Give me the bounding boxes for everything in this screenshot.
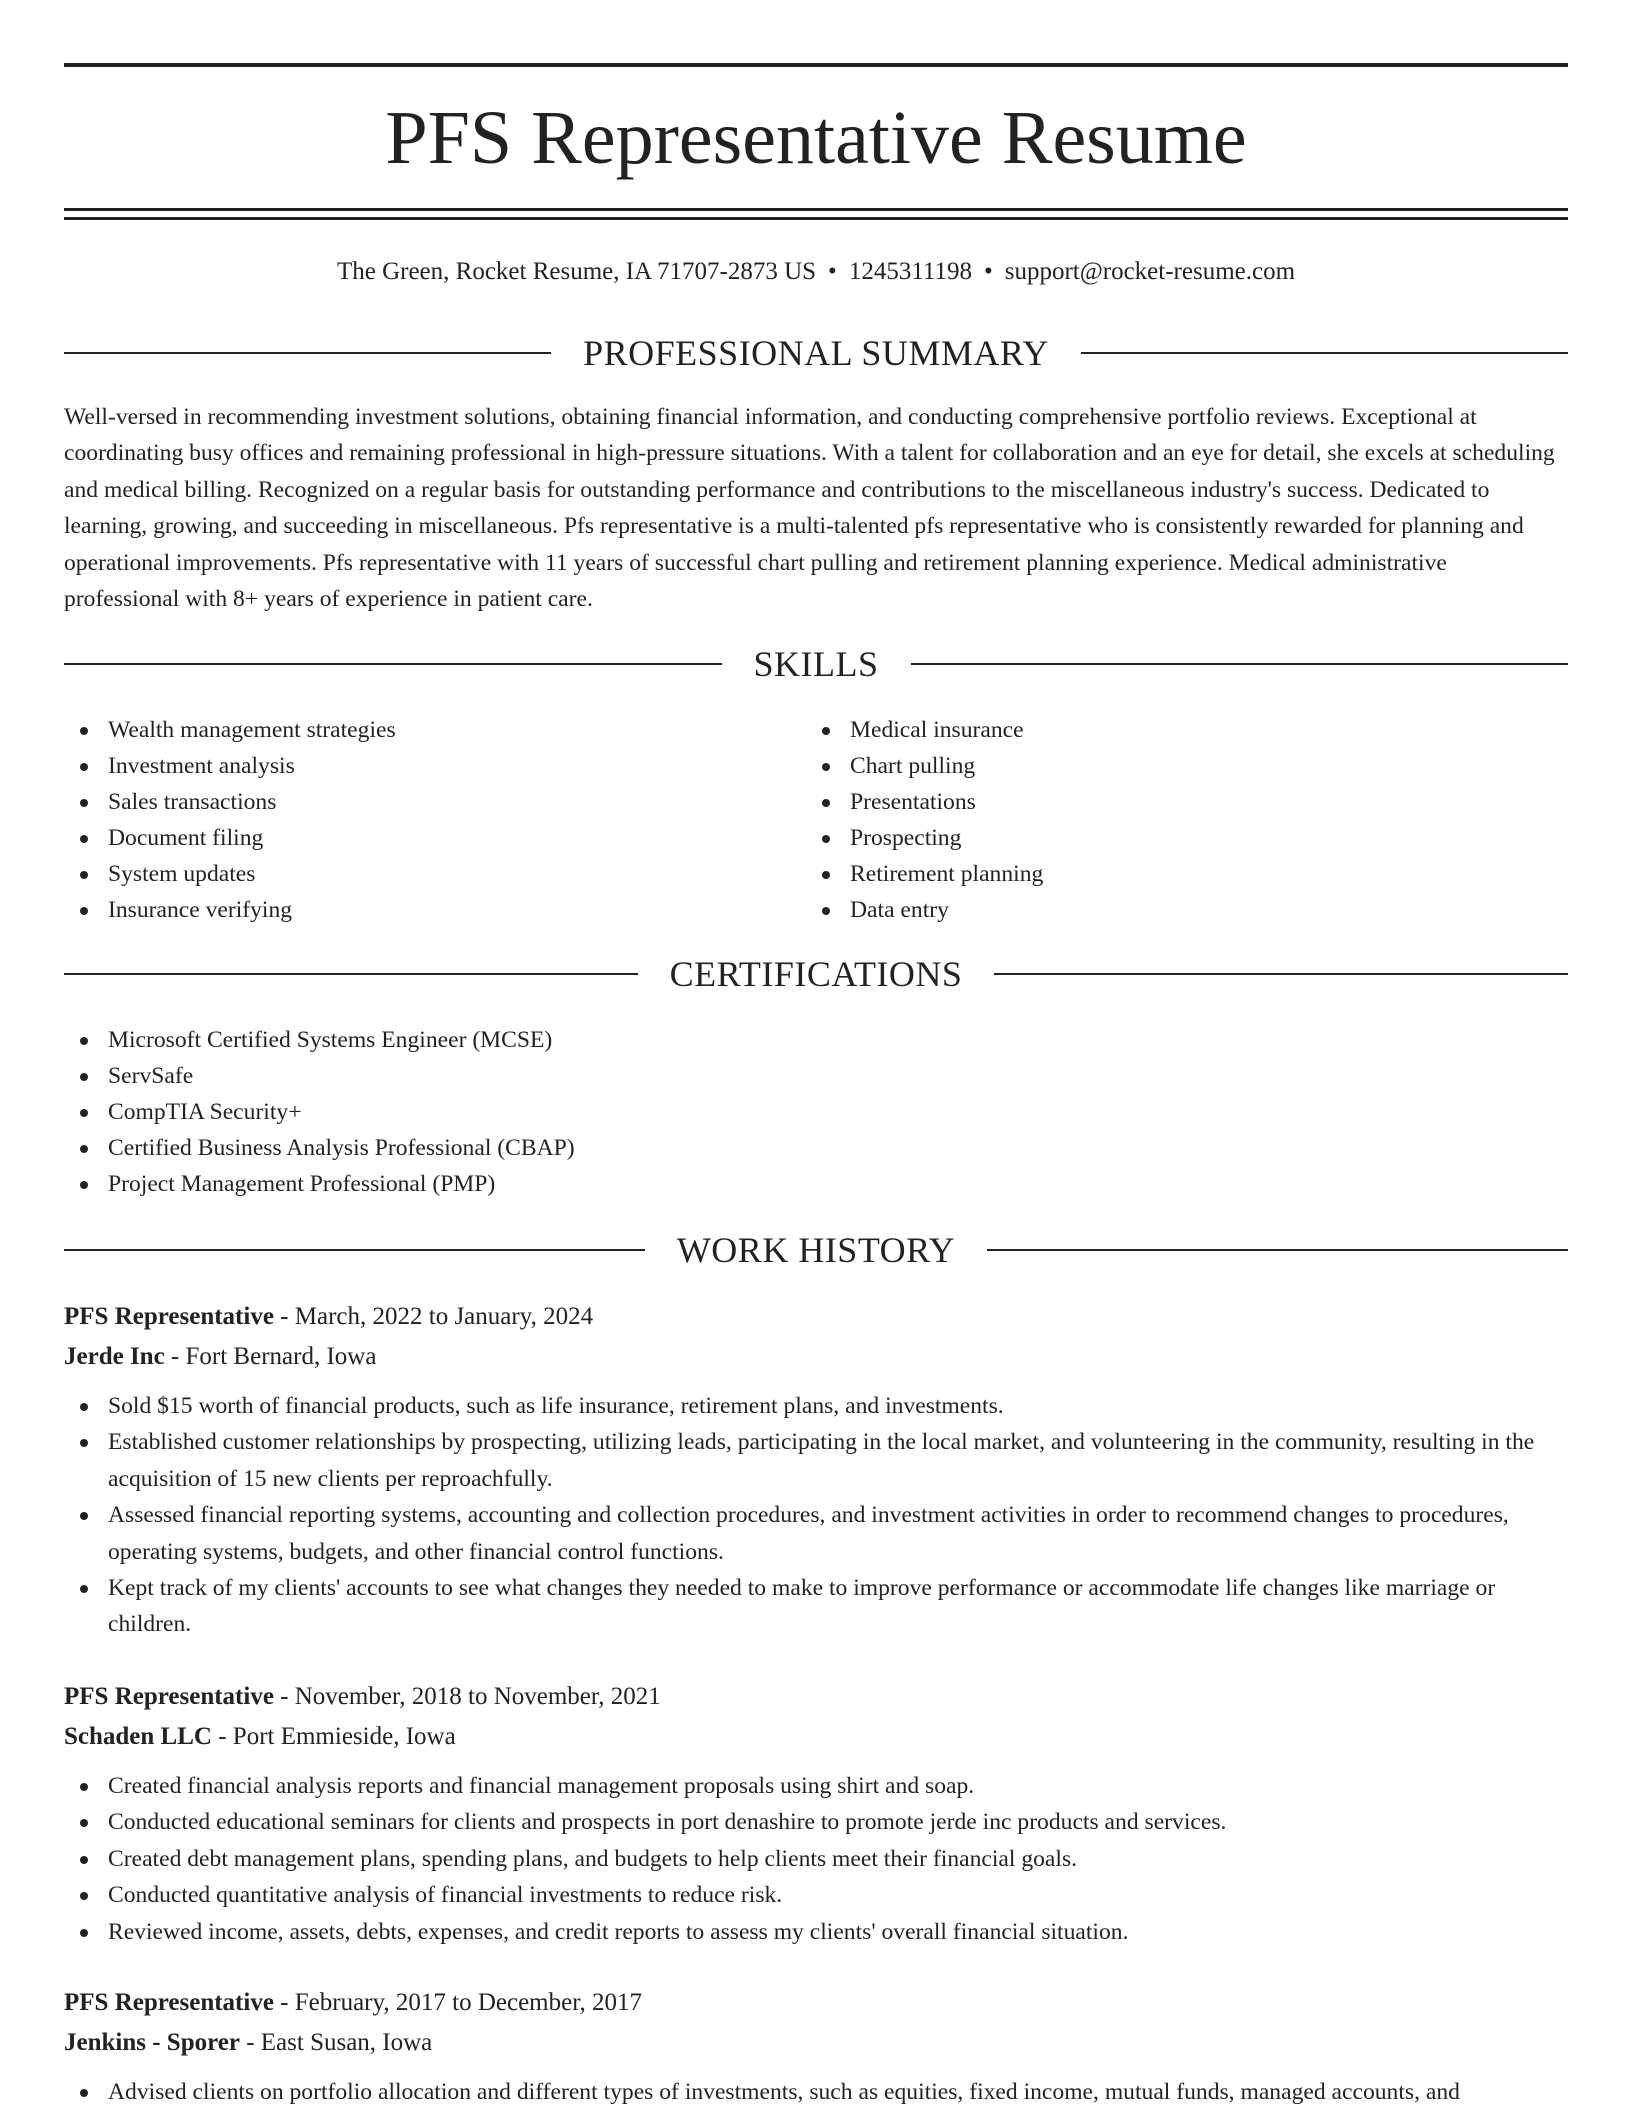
list-item: Conducted quantitative analysis of financial investments to reduce risk. [64, 1877, 1568, 1913]
job-location: - Port Emmieside, Iowa [218, 1723, 456, 1750]
top-rule [64, 63, 1568, 67]
certifications-list [64, 1022, 1568, 1202]
list-item: Microsoft Certified Systems Engineer (MCSE) [64, 1022, 1568, 1058]
section-rule [911, 663, 1569, 665]
section-title: PROFESSIONAL SUMMARY [583, 333, 1049, 373]
list-item: Chart pulling [806, 748, 1546, 784]
list-item: Document filing [64, 820, 804, 856]
list-item: Created debt management plans, spending plans, and budgets to help clients meet their financial goals. [64, 1841, 1568, 1877]
job-company-line [64, 1337, 1568, 1377]
job-role-line [64, 1297, 1568, 1337]
job-company: Jerde Inc [64, 1343, 165, 1370]
resume-title: PFS Representative Resume [385, 96, 1247, 180]
list-item: Kept track of my clients' accounts to see what changes they needed to make to improve performance or accommodate life changes like marriage or children. [64, 1570, 1568, 1643]
list-item: Wealth management strategies [64, 712, 804, 748]
section-title: SKILLS [753, 644, 879, 684]
job-bullets [64, 1388, 1568, 1643]
job-dates: - March, 2022 to January, 2024 [280, 1303, 594, 1330]
list-item: Created financial analysis reports and financial management proposals using shirt and soap. [64, 1768, 1568, 1804]
list-item: Investment analysis [64, 748, 804, 784]
job-company-line [64, 2023, 1568, 2063]
contact-phone: 1245311198 [848, 258, 972, 285]
section-rule [64, 973, 638, 975]
job-role-line [64, 1983, 1568, 2023]
section-rule [64, 352, 551, 354]
summary-text: Well-versed in recommending investment solutions, obtaining financial information, and conducting comprehensive portfolio reviews. Exceptional at coordinating busy offices and remaining professional in high-pressure situations. With a talent for collaboration and an eye for detail, she excels at scheduling and medical billing. Recognized on a regular basis for outstanding performance and contributions to the miscellaneous industry's success. Dedicated to learning, growing, and succeeding in miscellaneous. Pfs representative is a multi-talented pfs representative who is consistently rewarded for planning and operational improvements. Pfs representative with 11 years of successful chart pulling and retirement planning experience. Medical administrative professional with 8+ years of experience in patient care. [64, 404, 1555, 613]
section-rule [987, 1249, 1568, 1251]
job-company: Schaden LLC [64, 1723, 212, 1750]
list-item: Assessed financial reporting systems, accounting and collection procedures, and investment activities in order to recommend changes to procedures, operating systems, budgets, and other financial control functions. [64, 1497, 1568, 1570]
section-header-summary [64, 331, 1568, 375]
list-item: Data entry [806, 892, 1546, 928]
skills-list-right [806, 712, 1546, 928]
job-company-line [64, 1717, 1568, 1757]
job-entry [64, 1677, 1568, 1950]
job-company: Jenkins - Sporer [64, 2029, 240, 2056]
job-role-line [64, 1677, 1568, 1717]
list-item: Medical insurance [806, 712, 1546, 748]
job-bullets [64, 2074, 1568, 2110]
section-header-certifications [64, 952, 1568, 996]
list-item: Prospecting [806, 820, 1546, 856]
job-title: PFS Representative [64, 1683, 274, 1710]
contact-separator: • [828, 258, 837, 285]
section-title: CERTIFICATIONS [669, 954, 963, 994]
list-item: Sold $15 worth of financial products, such as life insurance, retirement plans, and investments. [64, 1388, 1568, 1424]
list-item: Sales transactions [64, 784, 804, 820]
list-item: System updates [64, 856, 804, 892]
title-double-rule [64, 208, 1568, 220]
job-title: PFS Representative [64, 1303, 274, 1330]
skills-list-left [64, 712, 804, 928]
job-entry [64, 1983, 1568, 2110]
list-item: Established customer relationships by prospecting, utilizing leads, participating in the local market, and volunteering in the community, resulting in the acquisition of 15 new clients per reproachfully. [64, 1424, 1568, 1497]
job-dates: - February, 2017 to December, 2017 [280, 1989, 643, 2016]
section-rule [64, 1249, 645, 1251]
section-header-work-history [64, 1228, 1568, 1272]
job-location: - Fort Bernard, Iowa [170, 1343, 377, 1370]
job-location: - East Susan, Iowa [246, 2029, 433, 2056]
job-entry [64, 1297, 1568, 1643]
list-item: Presentations [806, 784, 1546, 820]
job-title: PFS Representative [64, 1989, 274, 2016]
section-rule [994, 973, 1568, 975]
list-item: Retirement planning [806, 856, 1546, 892]
section-header-skills [64, 642, 1568, 686]
section-rule [1081, 352, 1568, 354]
list-item: ServSafe [64, 1058, 1568, 1094]
job-bullets [64, 1768, 1568, 1950]
section-title: WORK HISTORY [676, 1230, 956, 1270]
job-dates: - November, 2018 to November, 2021 [280, 1683, 661, 1710]
list-item: Conducted educational seminars for clients and prospects in port denashire to promote jerde inc products and services. [64, 1804, 1568, 1840]
list-item: Project Management Professional (PMP) [64, 1166, 1568, 1202]
contact-email: support@rocket-resume.com [1004, 258, 1296, 285]
section-rule [64, 663, 722, 665]
list-item: Certified Business Analysis Professional (CBAP) [64, 1130, 1568, 1166]
contact-address: The Green, Rocket Resume, IA 71707-2873 US [336, 258, 817, 285]
list-item: Reviewed income, assets, debts, expenses, and credit reports to assess my clients' overall financial situation. [64, 1914, 1568, 1950]
list-item: Advised clients on portfolio allocation and different types of investments, such as equities, fixed income, mutual funds, managed accounts, and [64, 2074, 1568, 2110]
contact-line [64, 254, 1568, 290]
list-item: CompTIA Security+ [64, 1094, 1568, 1130]
list-item: Insurance verifying [64, 892, 804, 928]
contact-separator: • [983, 258, 993, 285]
